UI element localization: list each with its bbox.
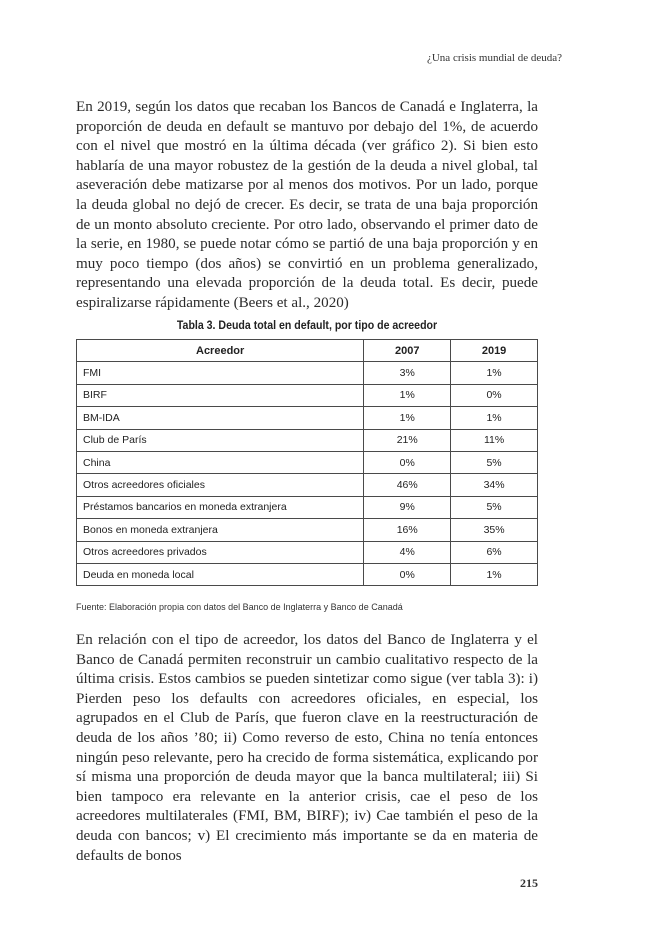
running-head: ¿Una crisis mundial de deuda? — [426, 52, 562, 64]
table-row — [77, 563, 538, 585]
creditor-cell: Otros acreedores privados — [77, 541, 364, 563]
value-2019-cell: 0% — [451, 384, 538, 406]
creditor-cell: Otros acreedores oficiales — [77, 474, 364, 496]
table-row — [77, 384, 538, 406]
paragraph-intro: En 2019, según los datos que recaban los Bancos de Canadá e Inglaterra, la proporción de deuda en default se mantuvo por debajo del 1%, de acuerdo con el nivel que mostró en la última década (ver gráfico 2). Si bien esto hablaría de una mayor robustez de la gestión de la deuda a nivel global, tal aseveración debe matizarse por al menos dos motivos. Por un lado, porque la deuda global no dejó de crecer. Es decir, se trata de una baja proporción de un monto absoluto creciente. Por otro lado, observando el primer dato de la serie, en 1980, se puede notar cómo se partió de una baja proporción y en muy poco tiempo (dos años) se convirtió en un problema generalizado, representando una elevada proporción de la deuda total. Es decir, puede espiralizarse rápidamente (Beers et al., 2020) — [76, 99, 538, 311]
creditor-cell: Deuda en moneda local — [77, 563, 364, 585]
value-2019-cell: 1% — [451, 362, 538, 384]
creditor-cell: BIRF — [77, 384, 364, 406]
value-2019-cell: 1% — [451, 563, 538, 585]
table-header-row — [77, 340, 538, 362]
table-row — [77, 541, 538, 563]
value-2019-cell: 11% — [451, 429, 538, 451]
column-header-2007: 2007 — [364, 340, 451, 362]
value-2019-cell: 5% — [451, 496, 538, 518]
column-header-2019: 2019 — [451, 340, 538, 362]
table-source-note: Fuente: Elaboración propia con datos del Banco de Inglaterra y Banco de Canadá — [76, 602, 403, 612]
value-2007-cell: 46% — [364, 474, 451, 496]
value-2019-cell: 5% — [451, 451, 538, 473]
column-header-creditor: Acreedor — [77, 340, 364, 362]
value-2007-cell: 4% — [364, 541, 451, 563]
value-2007-cell: 0% — [364, 563, 451, 585]
debt-table — [76, 339, 538, 586]
value-2007-cell: 16% — [364, 519, 451, 541]
table-row — [77, 362, 538, 384]
creditor-cell: FMI — [77, 362, 364, 384]
value-2007-cell: 1% — [364, 407, 451, 429]
value-2007-cell: 21% — [364, 429, 451, 451]
value-2019-cell: 35% — [451, 519, 538, 541]
creditor-cell: Club de París — [77, 429, 364, 451]
table-row — [77, 429, 538, 451]
value-2019-cell: 6% — [451, 541, 538, 563]
value-2007-cell: 3% — [364, 362, 451, 384]
table-row — [77, 451, 538, 473]
creditor-cell: BM-IDA — [77, 407, 364, 429]
page-number: 215 — [520, 876, 538, 890]
value-2007-cell: 0% — [364, 451, 451, 473]
creditor-cell: Bonos en moneda extranjera — [77, 519, 364, 541]
creditor-cell: Préstamos bancarios en moneda extranjera — [77, 496, 364, 518]
creditor-cell: China — [77, 451, 364, 473]
value-2007-cell: 9% — [364, 496, 451, 518]
value-2007-cell: 1% — [364, 384, 451, 406]
value-2019-cell: 1% — [451, 407, 538, 429]
table-title: Tabla 3. Deuda total en default, por tipo de acreedor — [176, 320, 438, 332]
table-row — [77, 519, 538, 541]
paragraph-creditor-analysis: En relación con el tipo de acreedor, los datos del Banco de Inglaterra y el Banco de Canadá permiten reconstruir un cambio cualitativo respecto de la última crisis. Estos cambios se pueden sintetizar como sigue (ver tabla 3): i) Pierden peso los defaults con acreedores oficiales, en especial, los agrupados en el Club de París, que fueron clave en la reestructuración de deuda de los años ’80; ii) Como reverso de esto, China no tenía entonces ningún peso relevante, pero ha crecido de forma sistemática, explicando por sí misma una proporción de deuda mayor que la banca multilateral; iii) Si bien tampoco era relevante en la anterior crisis, cae el peso de los acreedores multilaterales (FMI, BM, BIRF); iv) Cae también el peso de la deuda con bancos; v) El crecimiento más importante se da en materia de defaults de bonos — [76, 632, 538, 864]
table-row — [77, 474, 538, 496]
value-2019-cell: 34% — [451, 474, 538, 496]
table-row — [77, 407, 538, 429]
table-row — [77, 496, 538, 518]
